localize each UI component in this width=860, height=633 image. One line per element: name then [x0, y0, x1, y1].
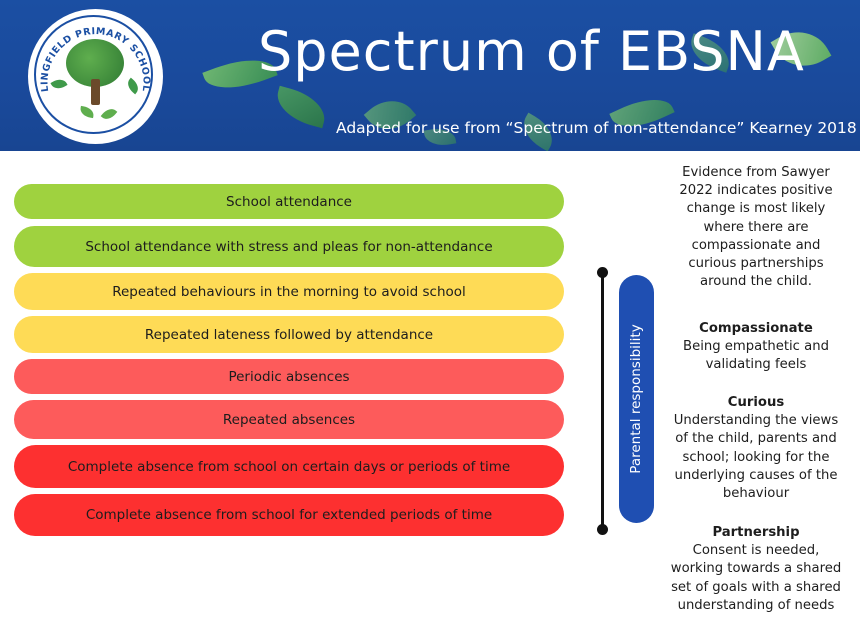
spectrum-bar-label: Periodic absences — [228, 368, 350, 385]
school-logo — [28, 9, 163, 144]
page-title: Spectrum of EBSNA — [258, 20, 805, 83]
timeline-end-dot — [597, 524, 608, 535]
spectrum-bar — [14, 184, 564, 219]
section-heading: Curious — [727, 395, 785, 410]
section-line: underlying causes of the — [674, 467, 838, 483]
parental-responsibility-label: Parental responsibility — [628, 324, 644, 474]
spectrum-bar-label: School attendance with stress and pleas for non-attendance — [85, 238, 493, 255]
spectrum-bar-label: Repeated behaviours in the morning to avoid school — [112, 283, 466, 300]
spectrum-bar-label: Repeated absences — [222, 411, 356, 428]
svg-text:LINGFIELD PRIMARY SCHOOL: LINGFIELD PRIMARY SCHOOL — [39, 25, 152, 93]
spectrum-bar — [14, 445, 564, 488]
spectrum-bar — [14, 226, 564, 267]
spectrum-bar — [14, 359, 564, 394]
spectrum-bar-label: Complete absence from school for extended periods of time — [85, 507, 493, 523]
spectrum-bar-label: School attendance — [226, 193, 352, 210]
intro-line: around the child. — [700, 274, 812, 290]
timeline-line — [601, 272, 604, 530]
section-line: of the child, parents and — [675, 431, 837, 447]
spectrum-bar — [14, 400, 564, 439]
section-heading: Compassionate — [699, 321, 813, 336]
spectrum-bar-label: Complete absence from school on certain days or periods of time — [67, 458, 511, 475]
section-line: Being empathetic and — [683, 339, 829, 355]
section-line: understanding of needs — [677, 597, 835, 613]
intro-line: change is most likely — [686, 201, 826, 217]
section-line: Consent is needed, — [692, 543, 820, 559]
intro-line: where there are — [703, 219, 809, 235]
spectrum-bar-label: Repeated lateness followed by attendance — [144, 326, 434, 343]
leaf-decoration — [272, 86, 330, 128]
evidence-intro — [668, 164, 844, 291]
section-line: school; looking for the — [682, 449, 830, 465]
intro-line: Evidence from Sawyer — [682, 165, 830, 180]
section-line: behaviour — [722, 486, 790, 502]
compassionate-section — [668, 320, 844, 375]
section-line: Understanding the views — [673, 413, 839, 429]
tree-trunk — [91, 79, 100, 105]
section-heading: Partnership — [712, 525, 800, 540]
section-line: validating feels — [705, 357, 807, 373]
partnership-section — [668, 524, 844, 615]
intro-line: curious partnerships — [688, 256, 824, 272]
section-line: working towards a shared — [670, 561, 842, 577]
spectrum-bar — [14, 494, 564, 536]
timeline-start-dot — [597, 267, 608, 278]
page-subtitle: Adapted for use from “Spectrum of non-attendance” Kearney 2018 — [336, 119, 857, 137]
intro-line: 2022 indicates positive — [679, 183, 833, 199]
header-banner — [0, 0, 860, 151]
spectrum-bar — [14, 273, 564, 310]
intro-line: compassionate and — [691, 237, 821, 253]
section-line: set of goals with a shared — [671, 579, 841, 595]
curious-section — [668, 394, 844, 503]
spectrum-bar — [14, 316, 564, 353]
